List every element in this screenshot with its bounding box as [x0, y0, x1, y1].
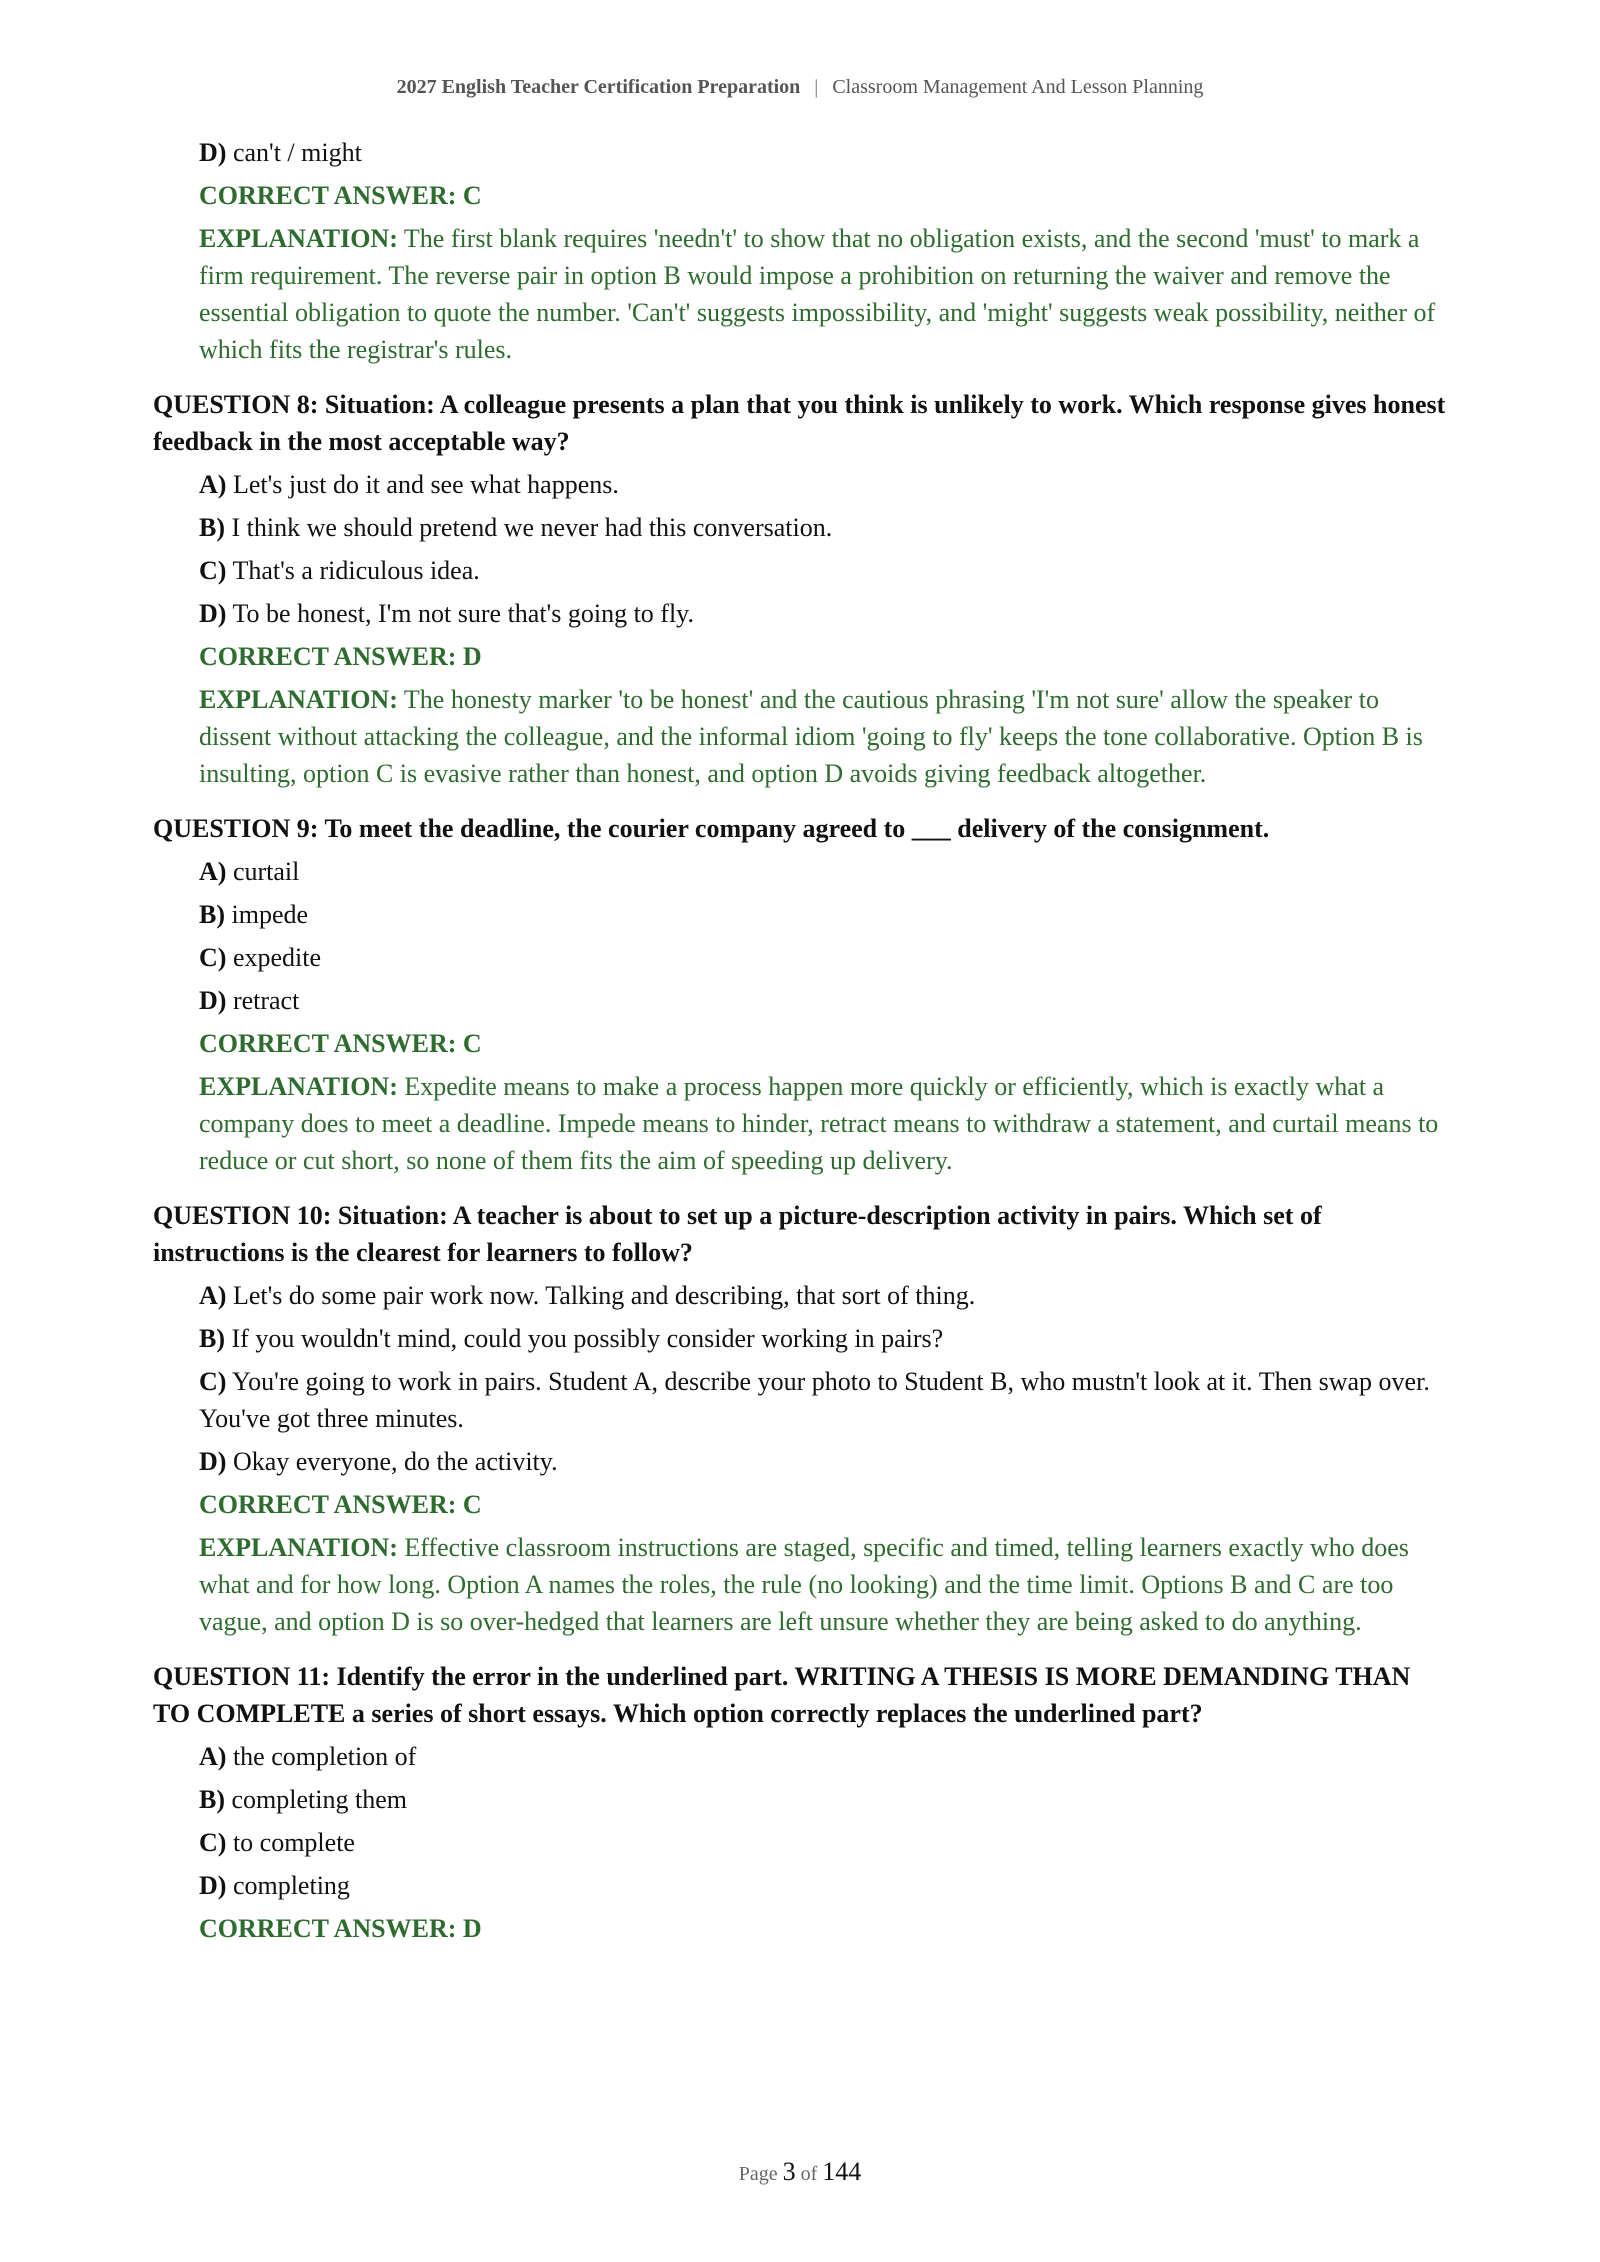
option-text: If you wouldn't mind, could you possibly consider working in pairs?: [231, 1324, 944, 1353]
option-letter: A): [199, 1281, 227, 1310]
option-text: can't / might: [232, 138, 362, 167]
explanation-text: Expedite means to make a process happen more quickly or efficiently, which is exactly what a company does to meet a deadline. Impede means to hinder, retract means to withdraw a statement, and curtail means to reduce or cut short, so none of them fits the aim of speeding up delivery.: [199, 1072, 1439, 1175]
option-letter: C): [199, 1828, 227, 1857]
correct-answer: CORRECT ANSWER: D: [199, 642, 482, 671]
option-text: Let's just do it and see what happens.: [232, 470, 619, 499]
question-heading: QUESTION 8: Situation: A colleague presents a plan that you think is unlikely to work. Which response gives honest feedback in the most acceptable way?: [153, 390, 1446, 456]
option-c: [199, 552, 1453, 589]
option-letter: C): [199, 943, 227, 972]
option-d: [199, 134, 1453, 171]
option-letter: A): [199, 470, 227, 499]
option-text: to complete: [232, 1828, 355, 1857]
option-b: [199, 1320, 1453, 1357]
explanation: [199, 1068, 1453, 1179]
question-block: [153, 810, 1453, 1179]
page-footer: [0, 2157, 1600, 2187]
option-text: the completion of: [232, 1742, 417, 1771]
option-b: [199, 509, 1453, 546]
correct-answer: CORRECT ANSWER: D: [199, 1914, 482, 1943]
explanation: [199, 220, 1453, 368]
option-letter: C): [199, 1367, 227, 1396]
option-d: [199, 1443, 1453, 1480]
option-text: completing: [232, 1871, 350, 1900]
option-text: retract: [232, 986, 300, 1015]
of-word: of: [800, 2163, 818, 2185]
option-text: curtail: [232, 857, 300, 886]
option-b: [199, 896, 1453, 933]
option-a: [199, 1277, 1453, 1314]
option-a: [199, 466, 1453, 503]
option-text: To be honest, I'm not sure that's going to fly.: [232, 599, 694, 628]
option-text: completing them: [231, 1785, 407, 1814]
option-letter: B): [199, 1324, 225, 1353]
header-title: 2027 English Teacher Certification Preparation: [396, 76, 801, 98]
question-heading: QUESTION 11: Identify the error in the underlined part. WRITING A THESIS IS MORE DEMANDING THAN TO COMPLETE a series of short essays. Which option correctly replaces the underlined part?: [153, 1662, 1411, 1728]
option-letter: B): [199, 513, 225, 542]
option-text: Let's do some pair work now. Talking and describing, that sort of thing.: [232, 1281, 976, 1310]
option-text: Okay everyone, do the activity.: [232, 1447, 558, 1476]
total-pages: 144: [822, 2157, 862, 2186]
question-heading: QUESTION 9: To meet the deadline, the courier company agreed to ___ delivery of the consignment.: [153, 814, 1270, 843]
option-b: [199, 1781, 1453, 1818]
option-letter: D): [199, 599, 227, 628]
page-header: [0, 76, 1600, 99]
explanation-label: EXPLANATION:: [199, 224, 398, 253]
option-text: I think we should pretend we never had this conversation.: [231, 513, 833, 542]
option-a: [199, 853, 1453, 890]
option-letter: D): [199, 1871, 227, 1900]
option-d: [199, 982, 1453, 1019]
option-letter: B): [199, 900, 225, 929]
correct-answer: CORRECT ANSWER: C: [199, 181, 482, 210]
option-letter: C): [199, 556, 227, 585]
header-separator: |: [814, 76, 819, 98]
option-text: impede: [231, 900, 309, 929]
correct-answer: CORRECT ANSWER: C: [199, 1029, 482, 1058]
option-c: [199, 939, 1453, 976]
explanation-text: Effective classroom instructions are staged, specific and timed, telling learners exactly who does what and for how long. Option A names the roles, the rule (no looking) and the time limit. Options B and C are too vague, and option D is so over-hedged that learners are left unsure whether they are being asked to do anything.: [199, 1533, 1409, 1636]
option-letter: D): [199, 138, 227, 167]
explanation-label: EXPLANATION:: [199, 1533, 398, 1562]
page-word: Page: [738, 2163, 778, 2185]
option-c: [199, 1363, 1453, 1437]
option-letter: A): [199, 1742, 227, 1771]
option-letter: D): [199, 1447, 227, 1476]
page-number: 3: [782, 2157, 796, 2186]
question-block: [153, 1658, 1453, 1947]
option-letter: A): [199, 857, 227, 886]
explanation-label: EXPLANATION:: [199, 685, 398, 714]
explanation-label: EXPLANATION:: [199, 1072, 398, 1101]
question-heading: QUESTION 10: Situation: A teacher is about to set up a picture-description activity in pairs. Which set of instructions is the clearest for learners to follow?: [153, 1201, 1322, 1267]
option-a: [199, 1738, 1453, 1775]
explanation: [199, 681, 1453, 792]
explanation: [199, 1529, 1453, 1640]
option-c: [199, 1824, 1453, 1861]
option-text: expedite: [232, 943, 322, 972]
document-body: [153, 134, 1453, 1953]
header-subtitle: Classroom Management And Lesson Planning: [832, 76, 1204, 98]
option-d: [199, 595, 1453, 632]
option-letter: D): [199, 986, 227, 1015]
explanation-text: The honesty marker 'to be honest' and the cautious phrasing 'I'm not sure' allow the speaker to dissent without attacking the colleague, and the informal idiom 'going to fly' keeps the tone collaborative. Option B is insulting, option C is evasive rather than honest, and option D avoids giving feedback altogether.: [199, 685, 1423, 788]
option-text: That's a ridiculous idea.: [232, 556, 480, 585]
question-block: [153, 1197, 1453, 1640]
option-letter: B): [199, 1785, 225, 1814]
explanation-text: The first blank requires 'needn't' to show that no obligation exists, and the second 'must' to mark a firm requirement. The reverse pair in option B would impose a prohibition on returning the waiver and remove the essential obligation to quote the number. 'Can't' suggests impossibility, and 'might' suggests weak possibility, neither of which fits the registrar's rules.: [199, 224, 1436, 364]
question-block: [153, 386, 1453, 792]
option-d: [199, 1867, 1453, 1904]
correct-answer: CORRECT ANSWER: C: [199, 1490, 482, 1519]
option-text: You're going to work in pairs. Student A, describe your photo to Student B, who mustn't look at it. Then swap over. You've got three minutes.: [199, 1367, 1430, 1433]
